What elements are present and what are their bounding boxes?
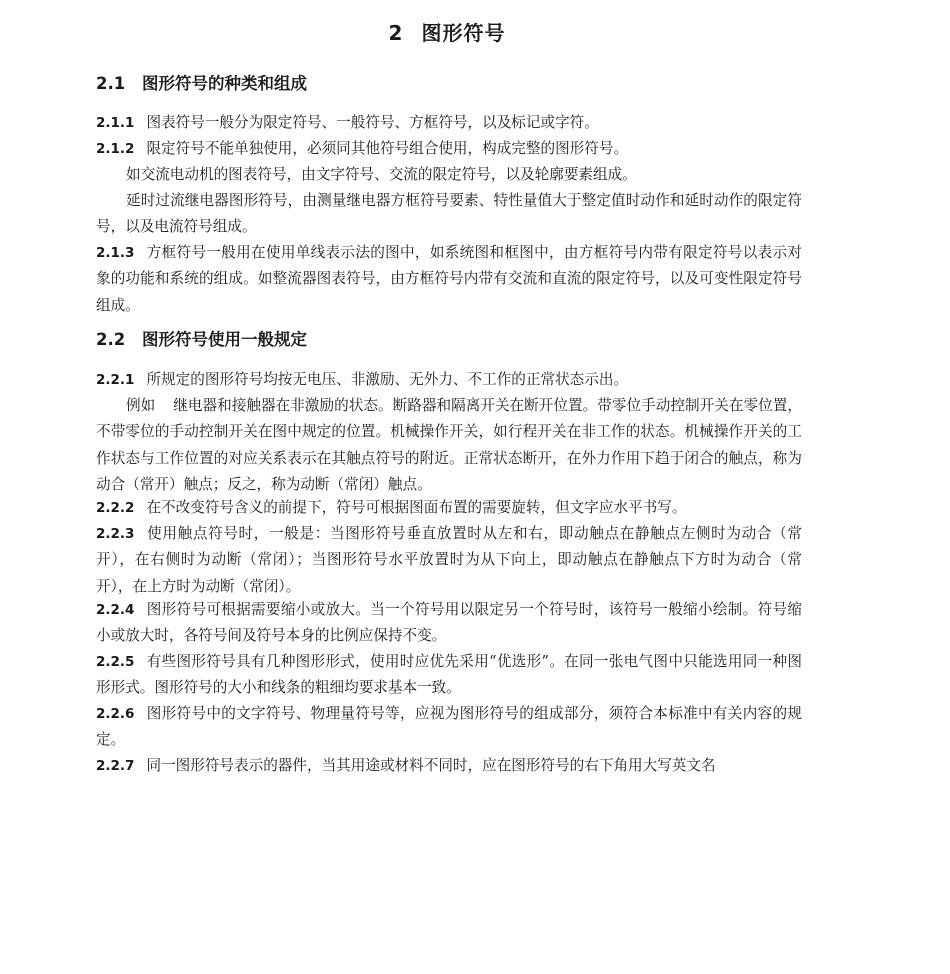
chapter-number: 2 (388, 21, 404, 45)
paragraph-text: 继电器和接触器在非激励的状态。断路器和隔离开关在断开位置。带零位手动控制开关在零位置，不带零位的手动控制开关在图中规定的位置。机械操作开关，如行程开关在非工作的状态。机械操作开关的工作状态与工作位置的对应关系表示在其触点符号的附近。正常状态断开，在外力作用下趋于闭合的触点，称为动合（常开）触点；反之，称为动断（常闭）触点。 (96, 397, 802, 494)
example-lead: 例如 (126, 397, 156, 414)
section-heading-2-1 (96, 71, 307, 97)
clause-number: 2.2.1 (96, 372, 135, 388)
section-title: 图形符号使用一般规定 (142, 330, 307, 349)
clause-number: 2.2.5 (96, 654, 135, 670)
paragraph-2-2-3 (96, 521, 802, 600)
paragraph-2-2-2 (96, 495, 802, 521)
paragraph-2-1-2-example-1 (96, 162, 802, 188)
clause-number: 2.2.2 (96, 500, 135, 516)
paragraph-text: 延时过流继电器图形符号，由测量继电器方框符号要素、特性量值大于整定值时动作和延时动作的限定符号，以及电流符号组成。 (96, 192, 802, 236)
paragraph-text: 图形符号可根据需要缩小或放大。当一个符号用以限定另一个符号时，该符号一般缩小绘制。符号缩小或放大时，各符号间及符号本身的比例应保持不变。 (96, 601, 802, 645)
paragraph-2-2-4 (96, 597, 802, 650)
section-heading-2-2 (96, 327, 307, 353)
clause-number: 2.1.3 (96, 245, 135, 261)
clause-number: 2.2.6 (96, 706, 135, 722)
paragraph-text: 图表符号一般分为限定符号、一般符号、方框符号，以及标记或字符。 (146, 114, 599, 131)
paragraph-text: 所规定的图形符号均按无电压、非激励、无外力、不工作的正常状态示出。 (146, 371, 629, 388)
paragraph-text: 图形符号中的文字符号、物理量符号等，应视为图形符号的组成部分，须符合本标准中有关内容的规定。 (96, 705, 802, 749)
clause-number: 2.2.3 (96, 526, 135, 542)
paragraph-2-2-7 (96, 753, 802, 779)
paragraph-2-1-2-example-2 (96, 188, 802, 241)
paragraph-text: 限定符号不能单独使用，必须同其他符号组合使用，构成完整的图形符号。 (146, 140, 629, 157)
paragraph-2-2-5 (96, 649, 802, 702)
section-number: 2.1 (96, 74, 126, 93)
clause-number: 2.2.7 (96, 758, 135, 774)
paragraph-text: 如交流电动机的图表符号，由文字符号、交流的限定符号，以及轮廓要素组成。 (126, 166, 637, 183)
paragraph-2-1-3 (96, 240, 802, 319)
paragraph-text: 方框符号一般用在使用单线表示法的图中，如系统图和框图中，由方框符号内带有限定符号以表示对象的功能和系统的组成。如整流器图表符号，由方框符号内带有交流和直流的限定符号，以及可变性限定符号组成。 (96, 244, 802, 314)
paragraph-2-1-2 (96, 136, 802, 162)
section-number: 2.2 (96, 330, 126, 349)
paragraph-text: 在不改变符号含义的前提下，符号可根据图面布置的需要旋转，但文字应水平书写。 (146, 499, 687, 516)
paragraph-2-2-1 (96, 367, 802, 393)
section-title: 图形符号的种类和组成 (142, 74, 307, 93)
paragraph-text: 有些图形符号具有几种图形形式，使用时应优先采用“优选形”。在同一张电气图中只能选用同一种图形形式。图形符号的大小和线条的粗细均要求基本一致。 (96, 653, 802, 697)
paragraph-text: 同一图形符号表示的器件，当其用途或材料不同时，应在图形符号的右下角用大写英文名 (146, 757, 716, 774)
clause-number: 2.1.2 (96, 141, 135, 157)
paragraph-2-1-1 (96, 110, 802, 136)
clause-number: 2.2.4 (96, 602, 135, 618)
chapter-title-text: 图形符号 (421, 21, 506, 45)
chapter-title (0, 18, 894, 48)
paragraph-2-2-6 (96, 701, 802, 754)
paragraph-2-2-1-example (96, 393, 802, 499)
clause-number: 2.1.1 (96, 115, 135, 131)
paragraph-text: 使用触点符号时，一般是：当图形符号垂直放置时从左和右，即动触点在静触点左侧时为动合（常开），在右侧时为动断（常闭）；当图形符号水平放置时为从下向上，即动触点在静触点下方时为动合（常开），在上方时为动断（常闭）。 (96, 525, 802, 595)
